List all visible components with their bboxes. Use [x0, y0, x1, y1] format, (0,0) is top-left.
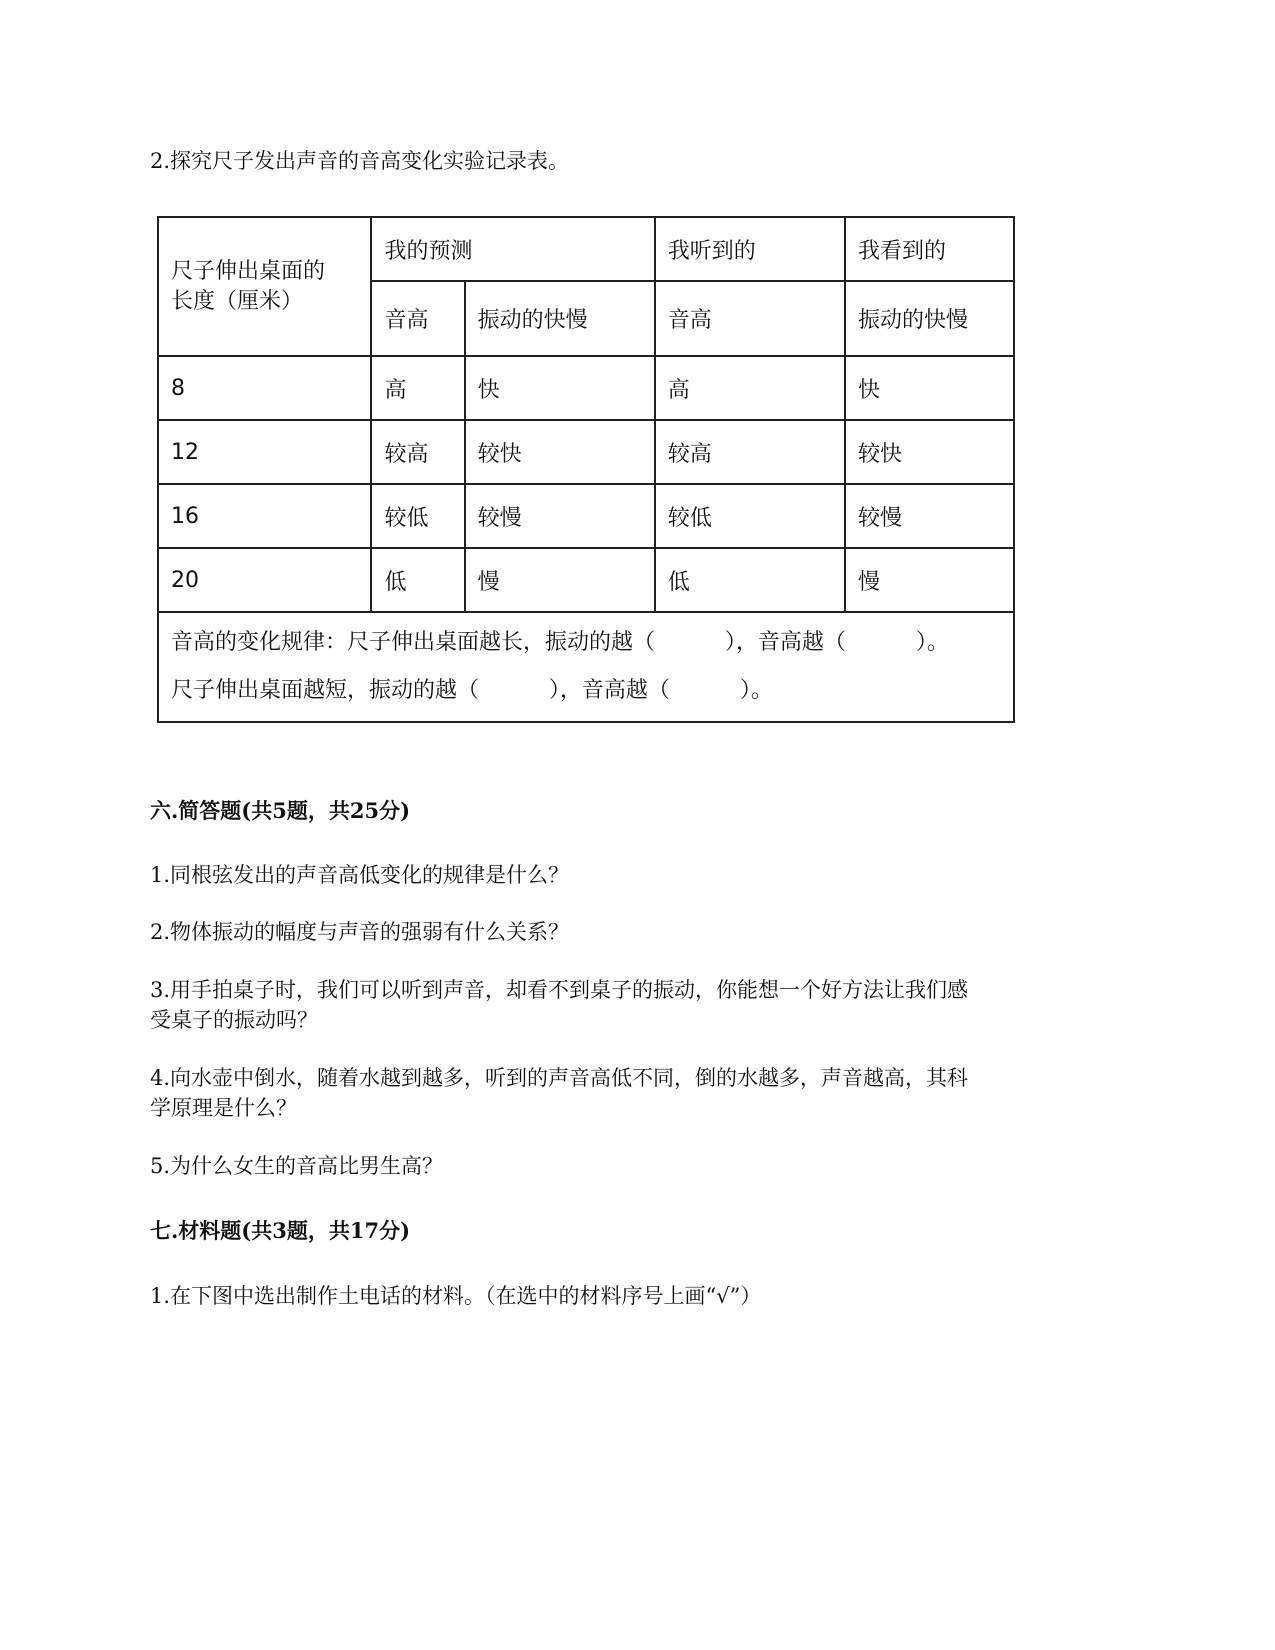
cell-pred-speed: 慢 — [465, 548, 655, 612]
cell-pred-speed: 较快 — [465, 420, 655, 484]
section-6-heading: 六.简答题(共5题，共25分) — [150, 798, 411, 823]
cell-length: 16 — [158, 484, 371, 548]
cell-length: 20 — [158, 548, 371, 612]
subheader-saw-speed: 振动的快慢 — [845, 281, 1014, 356]
pitch-rule-cell — [158, 612, 1014, 722]
section-6-q4-line2: 学原理是什么？ — [150, 1096, 297, 1120]
header-my-prediction: 我的预测 — [371, 217, 654, 281]
cell-length: 8 — [158, 356, 371, 420]
cell-length: 12 — [158, 420, 371, 484]
header-what-i-saw: 我看到的 — [845, 217, 1014, 281]
cell-pred-pitch: 较低 — [371, 484, 464, 548]
cell-pred-pitch: 低 — [371, 548, 464, 612]
cell-pred-pitch: 高 — [371, 356, 464, 420]
subheader-pred-pitch: 音高 — [371, 281, 464, 356]
table-row — [158, 484, 1014, 548]
cell-pred-pitch: 较高 — [371, 420, 464, 484]
cell-heard-pitch: 较高 — [655, 420, 845, 484]
section-6-q4-line1: 4.向水壶中倒水，随着水越到越多，听到的声音高低不同，倒的水越多，声音越高，其科 — [150, 1066, 969, 1090]
header-ruler-length-line2: 长度（厘米） — [171, 288, 304, 314]
section-6-q1: 1.同根弦发出的声音高低变化的规律是什么？ — [150, 863, 570, 887]
experiment-record-table — [157, 216, 1015, 723]
cell-heard-pitch: 高 — [655, 356, 845, 420]
subheader-pred-speed: 振动的快慢 — [465, 281, 655, 356]
cell-saw-speed: 快 — [845, 356, 1014, 420]
pitch-rule-line2: 尺子伸出桌面越短，振动的越（ ），音高越（ ）。 — [171, 678, 773, 703]
table-row — [158, 548, 1014, 612]
pitch-rule-row — [158, 612, 1014, 722]
cell-saw-speed: 慢 — [845, 548, 1014, 612]
header-ruler-length — [158, 217, 371, 356]
section-6-q3-line2: 受桌子的振动吗？ — [150, 1008, 318, 1032]
cell-saw-speed: 较快 — [845, 420, 1014, 484]
table-row — [158, 356, 1014, 420]
cell-heard-pitch: 较低 — [655, 484, 845, 548]
section-6-q3-line1: 3.用手拍桌子时，我们可以听到声音，却看不到桌子的振动，你能想一个好方法让我们感 — [150, 978, 969, 1002]
section-6-q2: 2.物体振动的幅度与声音的强弱有什么关系？ — [150, 920, 570, 944]
table-row — [158, 420, 1014, 484]
section-7-heading: 七.材料题(共3题，共17分) — [150, 1218, 411, 1243]
cell-heard-pitch: 低 — [655, 548, 845, 612]
cell-pred-speed: 快 — [465, 356, 655, 420]
section-7-q1: 1.在下图中选出制作土电话的材料。（在选中的材料序号上画“√”） — [150, 1284, 762, 1308]
subheader-heard-pitch: 音高 — [655, 281, 845, 356]
header-what-i-heard: 我听到的 — [655, 217, 845, 281]
cell-pred-speed: 较慢 — [465, 484, 655, 548]
header-ruler-length-line1: 尺子伸出桌面的 — [171, 258, 326, 284]
section-6-q5: 5.为什么女生的音高比男生高？ — [150, 1154, 444, 1178]
pitch-rule-line1: 音高的变化规律：尺子伸出桌面越长，振动的越（ ），音高越（ ）。 — [171, 630, 949, 655]
question-2-title: 2.探究尺子发出声音的音高变化实验记录表。 — [150, 149, 570, 173]
cell-saw-speed: 较慢 — [845, 484, 1014, 548]
